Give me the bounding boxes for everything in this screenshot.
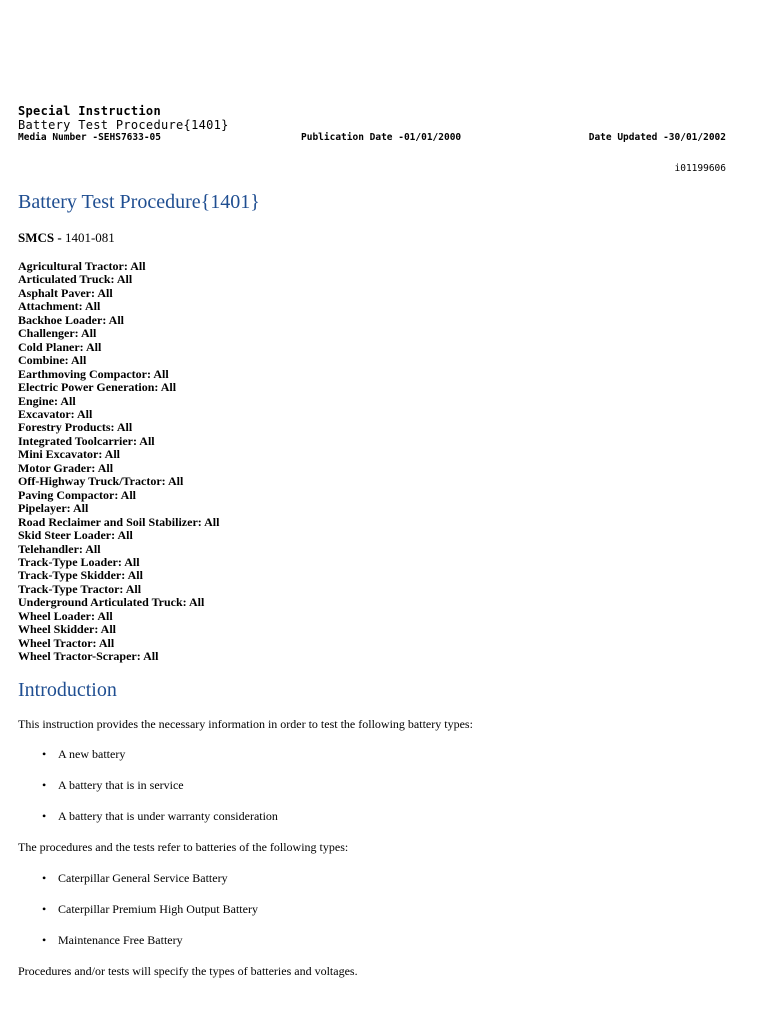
- document-content: [18, 188, 738, 978]
- model-item: Earthmoving Compactor: All: [18, 366, 169, 381]
- metadata-row: [18, 132, 726, 146]
- smcs-line: [18, 230, 738, 246]
- model-item: Underground Articulated Truck: All: [18, 595, 205, 610]
- reference-id: i01199606: [674, 163, 726, 174]
- model-item: Wheel Tractor-Scraper: All: [18, 649, 159, 664]
- model-item: Forestry Products: All: [18, 420, 133, 435]
- model-item: Excavator: All: [18, 406, 93, 421]
- smcs-value: 1401-081: [64, 230, 115, 245]
- model-item: Wheel Skidder: All: [18, 622, 117, 637]
- battery-types-paragraph: The procedures and the tests refer to batteries of the following types:: [18, 839, 349, 854]
- model-item: Road Reclaimer and Soil Stabilizer: All: [18, 514, 220, 529]
- model-item: Telehandler: All: [18, 541, 101, 556]
- model-item: Integrated Toolcarrier: All: [18, 433, 155, 448]
- model-item: Wheel Tractor: All: [18, 635, 115, 650]
- media-number: Media Number -SEHS7633-05: [18, 132, 161, 143]
- list-item: • Caterpillar General Service Battery: [58, 871, 738, 885]
- model-list: [18, 260, 738, 664]
- model-item: Off-Highway Truck/Tractor: All: [18, 474, 184, 489]
- model-item: Articulated Truck: All: [18, 272, 133, 287]
- section-heading-introduction: Introduction: [18, 678, 117, 701]
- model-item: Engine: All: [18, 393, 76, 408]
- model-item: Mini Excavator: All: [18, 447, 120, 462]
- model-item: Skid Steer Loader: All: [18, 528, 133, 543]
- model-item: Track-Type Loader: All: [18, 554, 140, 569]
- model-item: Backhoe Loader: All: [18, 312, 125, 327]
- model-item: Asphalt Paver: All: [18, 285, 113, 300]
- model-item: Paving Compactor: All: [18, 487, 136, 502]
- document-title: Battery Test Procedure{1401}: [18, 118, 229, 132]
- model-item: Track-Type Tractor: All: [18, 581, 142, 596]
- smcs-label: SMCS -: [18, 230, 65, 245]
- model-item: Motor Grader: All: [18, 460, 114, 475]
- list-item: • Caterpillar Premium High Output Battery: [58, 902, 738, 916]
- page-title: Battery Test Procedure{1401}: [18, 191, 260, 213]
- model-item: Track-Type Skidder: All: [18, 568, 143, 583]
- list-item: • A new battery: [58, 747, 738, 761]
- model-item: Attachment: All: [18, 299, 101, 314]
- model-item: Agricultural Tractor: All: [18, 259, 146, 273]
- publication-date: Publication Date -01/01/2000: [301, 132, 462, 143]
- intro-paragraph: This instruction provides the necessary information in order to test the following battery types:: [18, 716, 473, 731]
- battery-type-list: [18, 871, 738, 947]
- model-item: Electric Power Generation: All: [18, 380, 177, 395]
- list-item: • A battery that is under warranty consideration: [58, 809, 738, 823]
- model-item: Combine: All: [18, 353, 87, 368]
- document-header: [18, 104, 726, 146]
- date-updated: Date Updated -30/01/2002: [588, 132, 726, 143]
- document-type: Special Instruction: [18, 104, 161, 118]
- list-item: • Maintenance Free Battery: [58, 933, 738, 947]
- model-item: Challenger: All: [18, 326, 97, 341]
- model-item: Cold Planer: All: [18, 339, 102, 354]
- procedures-paragraph: Procedures and/or tests will specify the types of batteries and voltages.: [18, 963, 358, 978]
- list-item: • A battery that is in service: [58, 778, 738, 792]
- model-item: Wheel Loader: All: [18, 608, 113, 623]
- battery-condition-list: [18, 747, 738, 823]
- model-item: Pipelayer: All: [18, 501, 89, 516]
